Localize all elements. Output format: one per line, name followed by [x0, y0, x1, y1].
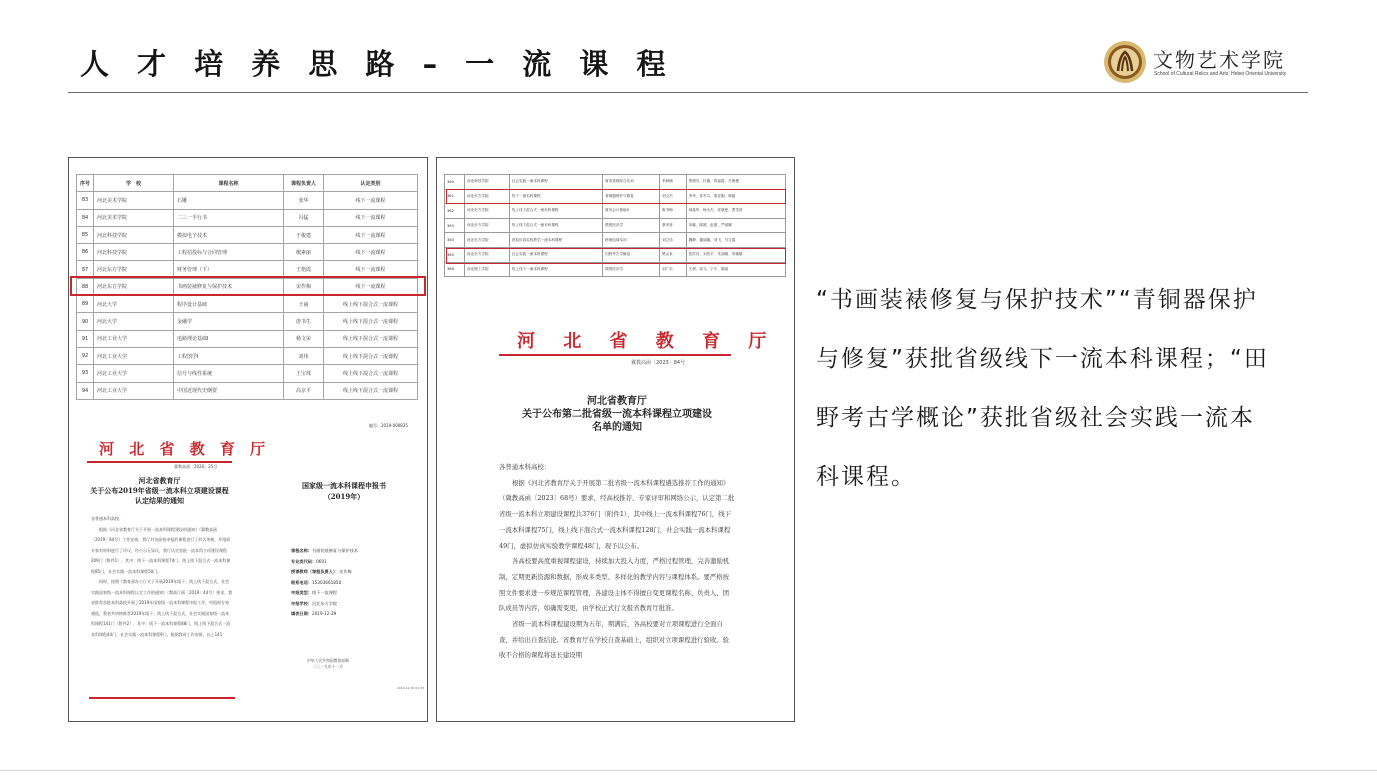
notice-paragraph: 同时，按照《教育部办公厅关于开展2019年线下、线上线下混合式、社会实践国家级一流本科课程认定工作的通知》（教高厅函〔2019〕44号）要求，我省推荐首批本科高校开展了2019年国家级一流本科课程申报工作，经组织专家遴选，我省共审核推荐2019年线下、线上线下混合式、社会实践国家级一流本科课程141门（附件2），其中：线下一流本科课程88门，线上线下混合式一流本科课程44门，社会实践一流本科课程9门，根据我省工作安排，以上141 [91, 579, 233, 637]
table-row [445, 175, 786, 190]
table-cell: 河北科技学院 [94, 226, 174, 243]
highlight-box [446, 189, 786, 204]
notice-title [87, 476, 232, 506]
table-cell: 工程图学Ⅰ [174, 347, 284, 364]
table-cell: 微观经济学 [603, 218, 660, 233]
table-cell: 陈书梅 [660, 204, 687, 219]
table-cell: 财务会计基础II [603, 204, 660, 219]
form-label: 课程名称： [291, 548, 312, 553]
table-row [445, 204, 786, 219]
table-cell: 中国近现代史纲要 [174, 382, 284, 399]
table-cell: 金融学 [174, 313, 284, 330]
table-cell: 线上线下混合式一流课程 [324, 347, 418, 364]
notice-title-line: 河北省教育厅 [138, 476, 181, 485]
table-cell: 线下一流课程 [324, 209, 418, 226]
table-cell: 线下一流课程 [324, 244, 418, 261]
table-cell: 李润楠 [660, 175, 687, 190]
form-row [291, 557, 358, 568]
form-row [291, 546, 358, 557]
table-cell: 河北工业大学 [94, 347, 174, 364]
table-row [77, 244, 418, 261]
form-value: 河北东方学院 [311, 600, 338, 606]
table-row [445, 233, 786, 248]
table-cell: 河北东方学院 [465, 189, 510, 204]
table-row [77, 330, 418, 347]
red-divider [87, 461, 232, 463]
table-cell: 河北工业大学 [94, 365, 174, 382]
footer-divider [0, 770, 1377, 771]
table-row [77, 209, 418, 226]
form-row [291, 578, 358, 589]
table-cell: 92 [77, 347, 94, 364]
table-cell: 石雕 [174, 192, 284, 209]
table-cell: 程序设计基础 [174, 296, 284, 313]
table-cell: 线上线下混合式一流课程 [324, 382, 418, 399]
table-cell: 檀素丽 [284, 244, 324, 261]
notice-paragraph: 根据《河北省教育厅关于开展一流本科课程建设的通知》（冀教高函〔2019〕84号）工作安排，我厅对各高校申报的课程进行了形式审核，并组织专家对材料进行了评议，经公示无异议，我厅认定首批一流本科立项建设课程209门（附件1），其中：线下一流本科课程74门，线上线下混合式一流本科课程85门，社会实践一流本科课程50门。 [91, 526, 231, 574]
form-label: 授课教师（课程负责人）： [291, 569, 340, 574]
form-value: 2019-12-29 [311, 611, 337, 616]
form-label: 填表日期： [291, 611, 312, 616]
document-number: 冀教高函〔2020〕25号 [174, 464, 218, 469]
column-header: 认定类别 [324, 175, 418, 192]
department-header: 河 北 省 教 育 厅 [517, 331, 778, 352]
table-cell: 李华、常冬芬、胡亚刚、韩磊 [686, 189, 785, 204]
table-cell: 信号与线性系统 [174, 365, 284, 382]
table-cell: 河北大学 [94, 313, 174, 330]
table-cell: 王倩、周飞、宁宇、陈丽 [686, 262, 785, 277]
form-title-line: （2019年） [323, 492, 365, 501]
notice-title-line: 名单的通知 [592, 422, 642, 433]
table-cell: 93 [77, 365, 94, 382]
application-form-title [269, 480, 419, 502]
table-cell: 河北工业大学 [94, 382, 174, 399]
form-value: 15303661850 [311, 579, 342, 585]
column-header: 序号 [77, 175, 94, 192]
form-footer [307, 658, 349, 670]
table-cell: 94 [77, 382, 94, 399]
table-cell: 河北东方学院 [465, 218, 510, 233]
table-cell: 电路理论基础Ⅰ [174, 330, 284, 347]
table-cell: 87 [77, 261, 94, 278]
table-cell: 张洪亮、刘晋平、朱丽娜、申娜娜 [686, 247, 785, 262]
table-row [77, 192, 418, 209]
table-cell: 唐书生 [284, 313, 324, 330]
table-cell: 河北东方学院 [94, 261, 174, 278]
form-value: 书画装裱修复与保护技术 [311, 548, 359, 553]
table-cell: 微观经济学 [603, 262, 660, 277]
notice-title-line: 认定结果的通知 [135, 496, 184, 505]
table-cell: 360 [445, 175, 465, 190]
table-cell: 线上线下混合式一流课程 [324, 296, 418, 313]
form-label: 专业类代码： [291, 558, 317, 564]
column-header: 课程名称 [174, 175, 284, 192]
table-cell: 90 [77, 313, 94, 330]
form-label: 联系电话： [291, 579, 312, 585]
table-cell: 贾俊芳、杜娜、郑福霞、吕俊俊 [686, 175, 785, 190]
form-issue-date: 二〇一九年十一月 [312, 664, 344, 669]
table-cell: 王宝珠 [284, 365, 324, 382]
highlight-box [70, 276, 426, 296]
form-row [291, 588, 358, 599]
table-cell: 青铜器保护与修复 [603, 189, 660, 204]
form-timestamp: 2019-12-30 01:33 [397, 686, 425, 690]
table-cell: 91 [77, 330, 94, 347]
form-value: 线下一流课程 [311, 590, 338, 595]
notice-title [497, 395, 737, 434]
table-cell: 线上线下混合式一流本科课程 [509, 218, 602, 233]
table-cell: 书画装裱修复与保护技术 [174, 278, 284, 295]
table-cell: 林晶华、杨永杰、张晓曼、贾雪萍 [686, 204, 785, 219]
table-cell: 樊山泉 [660, 247, 687, 262]
table-cell: 模拟电子技术 [174, 226, 284, 243]
table-cell: 杨文荣 [284, 330, 324, 347]
table-cell: 王丽 [284, 296, 324, 313]
form-row [291, 599, 358, 610]
form-value: 0601 [316, 558, 327, 564]
form-label: 申报学校： [291, 600, 312, 606]
application-form-fields [291, 546, 358, 620]
table-cell: 刘文杰 [660, 189, 687, 204]
table-cell: 刘立伟 [660, 233, 687, 248]
table-cell: 河北东方学院 [465, 204, 510, 219]
college-logo-icon [1103, 40, 1147, 84]
table-cell: 86 [77, 244, 94, 261]
table-cell: 刘伟 [284, 347, 324, 364]
table-cell: 线上线下混合式一流本科课程 [509, 204, 602, 219]
document-image-left [68, 157, 428, 722]
table-cell: 河北科技学院 [94, 244, 174, 261]
table-cell: 高京平 [284, 382, 324, 399]
table-row [77, 347, 418, 364]
notice-greeting: 各普通本科高校： [499, 463, 551, 471]
table-cell: 364 [445, 233, 465, 248]
table-row [77, 296, 418, 313]
table-cell: 河北美术学院 [94, 209, 174, 226]
header-divider [68, 92, 1308, 93]
notice-title-line: 关于公布2019年省级一流本科立项建设课程 [90, 486, 229, 495]
table-cell: 河北科技学院 [465, 175, 510, 190]
table-cell: 88 [77, 278, 94, 295]
table-cell: 363 [445, 218, 465, 233]
table-cell: 跨境电商实训 [603, 233, 660, 248]
table-cell: 线下一流课程 [324, 192, 418, 209]
notice-paragraph: 省级一流本科课程建设期为五年，期满后，各高校要对立项课程进行全面自查，并给出自查结论。省教育厅在学校自查基础上，组织对立项课程进行验收。验收不合格的课程将延长建设期 [499, 620, 730, 660]
table-cell: 社会实践一流本科课程 [509, 175, 602, 190]
table-header-row [77, 175, 418, 192]
table-cell: 田野考古学概论 [603, 247, 660, 262]
table-cell: 刘广东 [660, 262, 687, 277]
document-image-right [436, 157, 795, 722]
table-cell: 工程招投标与合同管理 [174, 244, 284, 261]
table-cell: 线下一流课程 [324, 261, 418, 278]
form-issuer: 中华人民共和国教育部制 [307, 658, 349, 663]
table-cell: 366 [445, 262, 465, 277]
table-cell: 康孝营 [660, 218, 687, 233]
table-cell: 河北工业大学 [94, 330, 174, 347]
table-cell: 社会实践一流本科课程 [509, 247, 602, 262]
table-cell: 王艳霞 [284, 261, 324, 278]
form-serial-number: 编号：2019-000835 [369, 423, 408, 428]
notice-title-line: 河北省教育厅 [587, 396, 647, 407]
notice-body [91, 514, 233, 640]
table-cell: 线上线下一流本科课程 [509, 262, 602, 277]
column-header: 学 校 [94, 175, 174, 192]
table-row [77, 382, 418, 399]
table-row [77, 226, 418, 243]
notice-body [499, 460, 735, 664]
highlight-underline [89, 697, 235, 699]
course-award-caption: “书画装裱修复与保护技术”“青铜器保护与修复”获批省级线下一流本科课程；“田野考古学概论”获批省级社会实践一流本科课程。 [816, 287, 1269, 490]
notice-greeting: 各普通本科高校： [91, 516, 123, 521]
table-cell: 线下一流课程 [324, 226, 418, 243]
table-cell: 河北大学 [94, 296, 174, 313]
table-cell: 魏静、董丽娜、刘飞、马文霞 [686, 233, 785, 248]
table-cell: 河北东方学院 [94, 278, 174, 295]
table-cell: 二三一手行书 [174, 209, 284, 226]
college-english-name: School of Cultural Relics and Arts, Hebei Oriental University [1154, 71, 1287, 77]
table-cell: 于俊建 [284, 226, 324, 243]
table-row [77, 365, 418, 382]
form-title-line: 国家级一流本科课程申报书 [302, 481, 386, 490]
table-cell: 河北东方学院 [465, 247, 510, 262]
table-cell: 虚拟仿真实验教学一流本科课程 [509, 233, 602, 248]
table-row [445, 262, 786, 277]
document-number: 冀教高函〔2023〕84号 [631, 360, 686, 366]
table-row [445, 218, 786, 233]
column-header: 课程负责人 [284, 175, 324, 192]
page-title: 人 才 培 养 思 路 – 一 流 课 程 [80, 47, 675, 81]
table-cell: 宋作梅 [284, 278, 324, 295]
table-cell: 362 [445, 204, 465, 219]
table-cell: 361 [445, 189, 465, 204]
table-cell: 宋娜、陈媛、赵蕾、严丽娜 [686, 218, 785, 233]
table-cell: 河北东方学院 [465, 233, 510, 248]
notice-paragraph: 根据《河北省教育厅关于开展第二批省级一流本科课程遴选推荐工作的通知》（冀教高函〔2023〕68号）要求，经高校推荐、专家评审和网络公示，认定第二批省级一流本科立项建设课程共376门（附件1），其中线上一流本科课程76门，线下一流本科课程75门，线上线下混合式一流本科课程128门，社会实践一流本科课程49门，虚拟仿真实验教学课程48门，现予以公布。 [499, 478, 735, 550]
form-row [291, 567, 358, 578]
table-cell: 线上线下混合式一流课程 [324, 313, 418, 330]
college-name: 文物艺术学院 [1153, 48, 1285, 72]
table-cell: 线上线下混合式一流课程 [324, 330, 418, 347]
table-cell: 84 [77, 209, 94, 226]
table-row [77, 313, 418, 330]
red-divider [499, 354, 731, 356]
notice-title-line: 关于公布第二批省级一流本科课程立项建设 [522, 409, 712, 420]
highlight-box [446, 248, 786, 264]
table-cell: 张华 [284, 192, 324, 209]
table-cell: 线上线下混合式一流课程 [324, 365, 418, 382]
table-cell: 河北理工学院 [465, 262, 510, 277]
table-cell: 365 [445, 247, 465, 262]
table-cell: 财务管理综合实训 [603, 175, 660, 190]
department-header: 河 北 省 教 育 厅 [99, 440, 271, 458]
table-cell: 河北美术学院 [94, 192, 174, 209]
table-cell: 线下一流课程 [324, 278, 418, 295]
table-cell: 85 [77, 226, 94, 243]
table-cell: 冯猛 [284, 209, 324, 226]
table-cell: 财务管理（下） [174, 261, 284, 278]
form-value: 宋作梅 [339, 569, 352, 574]
table-cell: 89 [77, 296, 94, 313]
form-row [291, 609, 358, 620]
form-label: 申报类型： [291, 590, 312, 595]
notice-paragraph: 各高校要高度重视课程建设，持续加大投入力度，严格过程管理，完善激励机制，定期更新资源和数据，形成多类型、多样化的教学内容与课程体系。要严格按照文件要求进一步规范课程管理，各建设主体不得擅自变更课程名称、负责人、团队成员等内容，如确需变更，由学校正式行文报省教育厅批准。 [499, 557, 730, 613]
table-cell: 线下一流本科课程 [509, 189, 602, 204]
table-cell: 83 [77, 192, 94, 209]
